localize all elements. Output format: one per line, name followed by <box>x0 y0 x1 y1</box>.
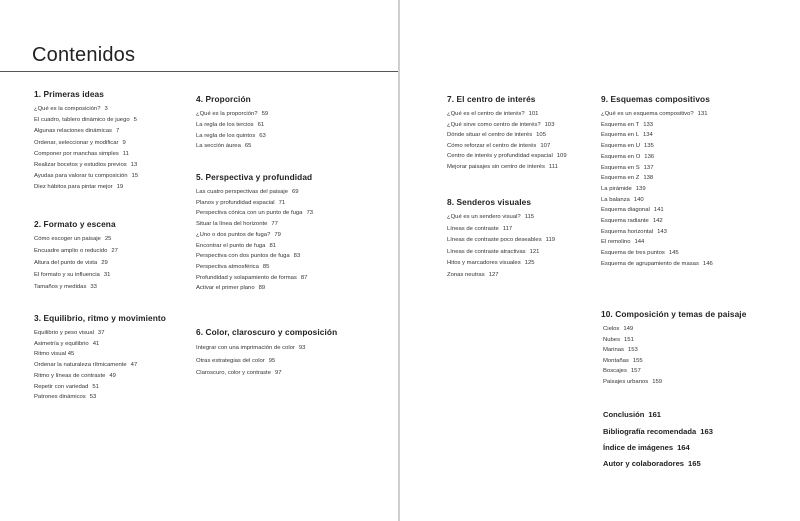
toc-entry <box>603 324 791 335</box>
toc-entry <box>601 248 791 259</box>
section-title: 3. Equilibrio, ritmo y movimiento <box>34 313 166 323</box>
closing-entry-title: Bibliografía recomendada <box>603 427 697 436</box>
entry-title: Líneas de contraste atractivas <box>447 248 526 255</box>
toc-entry <box>601 216 791 227</box>
entry-title: Centro de interés y profundidad espacial <box>447 153 553 159</box>
toc-entry <box>196 187 386 198</box>
entry-page-number: 139 <box>635 185 646 192</box>
toc-entry <box>601 237 791 248</box>
entry-title: Asimetría y equilibrio <box>34 340 89 347</box>
entry-page-number: 77 <box>271 221 278 228</box>
entry-title: La regla de los quintos <box>196 132 256 139</box>
entry-page-number: 146 <box>702 260 713 267</box>
entry-page-number: 141 <box>653 207 664 214</box>
entry-title: Altura del punto de vista <box>34 259 98 266</box>
section-title: 9. Esquemas compositivos <box>601 94 710 104</box>
entry-page-number: 33 <box>90 283 97 290</box>
entry-title: Líneas de contraste <box>447 225 499 232</box>
entry-title: Ritmo y líneas de contraste <box>34 372 106 379</box>
toc-entry <box>196 342 386 355</box>
toc-entry <box>603 356 791 367</box>
entry-title: Diez hábitos para pintar mejor <box>34 184 113 191</box>
entry-page-number: 105 <box>536 132 546 138</box>
closing-entry-page-number: 165 <box>688 459 701 468</box>
entry-page-number: 69 <box>292 189 299 195</box>
entry-page-number: 79 <box>274 231 281 238</box>
entry-title: El remolino <box>601 239 631 246</box>
closing-entry <box>603 410 661 419</box>
closing-entry <box>603 427 713 436</box>
entry-title: El formato y su influencia <box>34 271 100 278</box>
entry-title: Esquema en Z <box>601 175 640 182</box>
toc-entry <box>603 335 791 346</box>
entry-title: Perspectiva atmosférica <box>196 263 259 270</box>
entry-page-number: 145 <box>668 250 679 257</box>
section-temas-de-paisaje <box>601 309 791 387</box>
toc-entry <box>601 130 791 141</box>
section-title: 4. Proporción <box>196 94 251 104</box>
entry-title: Realizar bocetos y estudios previos <box>34 162 127 169</box>
toc-entry <box>601 195 791 206</box>
toc-entry <box>603 377 791 388</box>
toc-entry <box>196 208 386 219</box>
entry-title: Claroscuro, color y contraste <box>196 370 271 376</box>
entry-page-number: 95 <box>268 357 276 364</box>
entry-title: La pirámide <box>601 185 632 192</box>
entry-page-number: 29 <box>101 259 108 266</box>
entry-page-number: 93 <box>298 345 306 351</box>
entry-title: Boscajes <box>603 368 627 374</box>
toc-entry <box>196 198 386 209</box>
entry-page-number: 159 <box>652 378 663 385</box>
entry-title: Encontrar el punto de fuga <box>196 242 266 249</box>
entry-page-number: 155 <box>632 357 643 364</box>
entry-page-number: 3 <box>104 106 108 112</box>
section-proporcion <box>196 94 386 152</box>
entry-page-number: 133 <box>643 121 654 128</box>
entry-title: Hitos y marcadores visuales <box>447 260 521 267</box>
entry-page-number: 136 <box>644 153 655 160</box>
closing-entry <box>603 459 701 468</box>
closing-entry-title: Índice de imágenes <box>603 443 674 452</box>
toc-entry <box>196 241 386 252</box>
entry-page-number: 138 <box>643 175 654 182</box>
entry-page-number: 153 <box>627 347 638 353</box>
entry-title: Perspectiva con dos puntos de fuga <box>196 253 290 260</box>
entry-title: Esquema horizontal <box>601 228 654 235</box>
entry-page-number: 61 <box>257 121 265 128</box>
entry-list <box>601 109 791 270</box>
section-esquemas <box>601 94 791 270</box>
entry-page-number: 157 <box>630 368 641 374</box>
entry-list <box>196 109 386 152</box>
entry-page-number: 115 <box>524 214 535 220</box>
entry-page-number: 97 <box>274 370 282 376</box>
section-title: 6. Color, claroscuro y composición <box>196 327 338 337</box>
toc-entry <box>601 141 791 152</box>
entry-page-number: 41 <box>92 340 100 347</box>
entry-title: ¿Qué es la composición? <box>34 106 101 112</box>
entry-title: Otras estrategias del color <box>196 357 265 364</box>
toc-entry <box>601 259 791 270</box>
toc-entry <box>601 163 791 174</box>
entry-title: Cielos <box>603 326 620 332</box>
entry-page-number: 5 <box>133 117 137 124</box>
toc-entry <box>196 251 386 262</box>
closing-entry-page-number: 161 <box>648 410 662 419</box>
toc-entry <box>196 109 386 120</box>
entry-page-number: 103 <box>544 121 555 128</box>
entry-page-number: 73 <box>306 210 313 217</box>
toc-entry <box>603 366 791 377</box>
entry-page-number: 13 <box>130 162 138 169</box>
toc-entry <box>447 270 637 282</box>
entry-title: ¿Qué es la proporción? <box>196 111 258 117</box>
entry-page-number: 149 <box>623 326 634 332</box>
entry-title: ¿Qué es un sendero visual? <box>447 214 521 220</box>
entry-list <box>601 324 791 387</box>
entry-title: La sección áurea <box>196 143 241 150</box>
entry-page-number: 49 <box>109 372 116 379</box>
toc-entry <box>196 120 386 131</box>
entry-title: Perspectiva cónica con un punto de fuga <box>196 210 303 217</box>
entry-title: Ordenar la naturaleza rítmicamente <box>34 362 127 369</box>
toc-entry <box>601 120 791 131</box>
entry-title: Esquema diagonal <box>601 207 650 214</box>
entry-page-number: 63 <box>259 132 266 139</box>
entry-title: La regla de los tercios <box>196 121 254 128</box>
entry-page-number: 27 <box>111 247 118 254</box>
entry-page-number: 134 <box>643 132 653 139</box>
entry-page-number: 87 <box>300 274 308 281</box>
entry-page-number: 71 <box>278 199 286 206</box>
entry-title: La balanza <box>601 196 630 203</box>
entry-title: ¿Qué es un esquema compositivo? <box>601 111 694 117</box>
entry-page-number: 151 <box>624 336 634 343</box>
entry-title: Encuadre amplio o reducido <box>34 247 108 254</box>
entry-page-number: 109 <box>556 153 567 159</box>
entry-page-number: 131 <box>697 111 708 117</box>
entry-title: Componer por manchas simples <box>34 150 119 157</box>
entry-title: ¿Qué sirve como centro de interés? <box>447 121 541 128</box>
entry-page-number: 47 <box>130 362 138 369</box>
toc-entry <box>196 273 386 284</box>
entry-list <box>196 342 386 380</box>
entry-list <box>196 187 386 294</box>
closing-entry-title: Autor y colaboradores <box>603 459 685 468</box>
entry-title: Paisajes urbanos <box>603 378 649 385</box>
toc-entry <box>196 262 386 273</box>
entry-page-number: 137 <box>643 164 654 171</box>
entry-title: Profundidad y solapamiento de formas <box>196 274 297 281</box>
entry-page-number: 25 <box>104 236 112 242</box>
entry-page-number: 140 <box>633 196 644 203</box>
entry-page-number: 83 <box>293 253 301 260</box>
entry-title: Patrones dinámicos <box>34 394 86 401</box>
entry-title: Líneas de contraste poco deseables <box>447 237 542 244</box>
entry-title: Esquema radiante <box>601 218 649 225</box>
entry-page-number: 31 <box>103 271 111 278</box>
toc-entry <box>601 173 791 184</box>
section-title: 1. Primeras ideas <box>34 89 104 99</box>
entry-title: ¿Uno o dos puntos de fuga? <box>196 231 271 238</box>
entry-title: Tamaños y medidas <box>34 283 87 290</box>
entry-title: ¿Qué es el centro de interés? <box>447 111 525 117</box>
entry-title: El cuadro, tablero dinámico de juego <box>34 117 130 124</box>
entry-title: Marinas <box>603 347 624 353</box>
entry-page-number: 107 <box>540 142 551 149</box>
entry-page-number: 101 <box>528 111 539 117</box>
entry-page-number: 121 <box>529 248 540 255</box>
section-title: 7. El centro de interés <box>447 94 536 104</box>
toc-entry <box>603 345 791 356</box>
entry-title: Cómo escoger un paisaje <box>34 236 101 242</box>
entry-title: Esquema en O <box>601 153 641 160</box>
closing-entry-page-number: 164 <box>677 443 690 452</box>
section-title: 5. Perspectiva y profundidad <box>196 172 313 182</box>
entry-title: Montañas <box>603 357 629 364</box>
entry-title: Esquema de tres puntos <box>601 250 665 257</box>
toc-entry <box>196 283 386 294</box>
entry-title: Esquema en T <box>601 121 640 128</box>
toc-entry <box>196 355 386 368</box>
entry-page-number: 135 <box>643 143 654 150</box>
toc-entry <box>601 205 791 216</box>
entry-title: Esquema en U <box>601 143 640 150</box>
toc-entry <box>34 160 224 171</box>
entry-title: Dónde situar el centro de interés <box>447 132 533 138</box>
entry-title: Equilibrio y peso visual <box>34 330 94 336</box>
entry-title: Ayudas para valorar tu composición <box>34 173 128 180</box>
entry-page-number: 37 <box>97 330 105 336</box>
entry-title: Las cuatro perspectivas del paisaje <box>196 189 289 195</box>
entry-page-number: 144 <box>634 239 645 246</box>
section-title: 8. Senderos visuales <box>447 197 532 207</box>
toc-entry <box>196 131 386 142</box>
entry-page-number: 143 <box>657 228 667 235</box>
entry-title: Algunas relaciones dinámicas <box>34 128 112 135</box>
section-title: 10. Composición y temas de paisaje <box>601 309 747 319</box>
entry-title: Cómo reforzar el centro de interés <box>447 142 537 149</box>
page-title: Contenidos <box>32 44 136 66</box>
toc-entry <box>601 184 791 195</box>
entry-title: Nubes <box>603 336 621 343</box>
entry-page-number: 11 <box>122 150 129 157</box>
entry-title: Planos y profundidad espacial <box>196 199 275 206</box>
toc-entry <box>601 152 791 163</box>
entry-page-number: 7 <box>115 128 120 135</box>
entry-title: Esquema en L <box>601 132 639 139</box>
toc-entry <box>196 367 386 380</box>
entry-page-number: 89 <box>258 285 266 292</box>
entry-page-number: 59 <box>261 111 269 117</box>
section-perspectiva <box>196 172 386 294</box>
section-title: 2. Formato y escena <box>34 219 116 229</box>
entry-title: Ordenar, seleccionar y modificar <box>34 139 119 146</box>
section-color-claroscuro <box>196 327 386 380</box>
entry-title: Repetir con variedad <box>34 383 89 390</box>
entry-title: Esquema de agrupamiento de masas <box>601 260 699 267</box>
closing-entry-page-number: 163 <box>700 427 713 436</box>
entry-title: Situar la línea del horizonte <box>196 221 268 228</box>
entry-page-number: 53 <box>89 394 97 401</box>
entry-page-number: 81 <box>269 242 276 249</box>
entry-title: Mejorar paisajes sin centro de interés <box>447 163 545 170</box>
entry-page-number: 19 <box>116 184 124 191</box>
entry-page-number: 125 <box>524 260 535 267</box>
entry-page-number: 9 <box>122 139 126 146</box>
entry-title: Ritmo visual 45 <box>34 351 75 358</box>
entry-title: Integrar con una imprimación de color <box>196 345 295 351</box>
entry-page-number: 119 <box>545 237 556 244</box>
toc-entry <box>196 141 386 152</box>
entry-page-number: 65 <box>244 143 252 150</box>
toc-entry <box>601 227 791 238</box>
entry-title: Zonas neutras <box>447 271 485 278</box>
entry-page-number: 117 <box>502 225 513 232</box>
entry-page-number: 51 <box>92 383 99 390</box>
entry-title: Activar el primer plano <box>196 285 255 292</box>
entry-title: Esquema en S <box>601 164 640 171</box>
toc-entry <box>196 230 386 241</box>
toc-entry <box>601 109 791 120</box>
entry-page-number: 127 <box>488 271 499 278</box>
toc-entry <box>196 219 386 230</box>
entry-page-number: 85 <box>262 263 270 270</box>
closing-entry-title: Conclusión <box>603 410 645 419</box>
entry-page-number: 142 <box>652 218 663 225</box>
entry-page-number: 15 <box>131 173 139 180</box>
toc-entry <box>34 392 224 403</box>
entry-page-number: 111 <box>548 163 558 170</box>
closing-entry <box>603 443 690 452</box>
toc-entry <box>34 382 224 393</box>
title-rule <box>0 71 398 72</box>
